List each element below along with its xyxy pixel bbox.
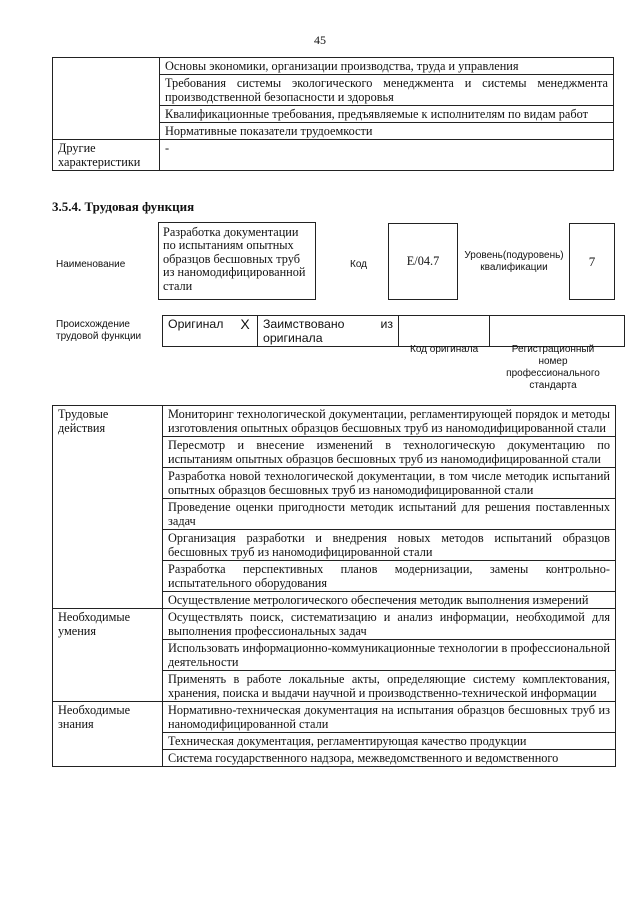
table-row bbox=[53, 609, 616, 640]
table-cell: Разработка перспективных планов модернизации, замены контрольно-испытательного оборудования bbox=[163, 561, 616, 592]
table-row bbox=[163, 316, 625, 347]
code-original-label: Код оригинала bbox=[410, 344, 479, 355]
row-label: Трудовые действия bbox=[53, 406, 163, 609]
details-table bbox=[52, 405, 616, 767]
code-value-box: E/04.7 bbox=[388, 223, 458, 300]
table-cell: Осуществлять поиск, систематизацию и анализ информации, необходимой для выполнения профессиональных задач bbox=[163, 609, 616, 640]
table-cell: Пересмотр и внесение изменений в технологическую документацию по испытаниям опытных образцов бесшовных труб из наномодифицированной стали bbox=[163, 437, 616, 468]
table-cell: Требования системы экологического менеджмента и системы менеджмента производственной безопасности и здоровья bbox=[160, 75, 614, 106]
code-label: Код bbox=[350, 259, 368, 270]
table-cell: Проведение оценки пригодности методик испытаний для решения поставленных задач bbox=[163, 499, 616, 530]
table-cell: - bbox=[160, 140, 614, 171]
row-label bbox=[53, 58, 160, 140]
row-label: Необходимые знания bbox=[53, 702, 163, 767]
reg-number-cell bbox=[490, 316, 625, 347]
table-row bbox=[53, 406, 616, 437]
origin-table bbox=[162, 315, 625, 347]
table-cell: Квалификационные требования, предъявляемые к исполнителям по видам работ bbox=[160, 106, 614, 123]
table-cell: Организация разработки и внедрения новых методов испытаний образцов бесшовных труб из наномодифицированной стали bbox=[163, 530, 616, 561]
level-value-box: 7 bbox=[569, 223, 615, 300]
table-cell: Техническая документация, регламентирующая качество продукции bbox=[163, 733, 616, 750]
row-label: Другие характеристики bbox=[53, 140, 160, 171]
table-cell: Мониторинг технологической документации, регламентирующей порядок и методы изготовления опытных образцов бесшовных труб из наномодифицированной стали bbox=[163, 406, 616, 437]
table-row bbox=[53, 58, 614, 75]
table-cell: Нормативные показатели трудоемкости bbox=[160, 123, 614, 140]
borrowed-cell: Заимствовано из оригинала bbox=[258, 316, 399, 347]
page-number: 45 bbox=[314, 33, 326, 47]
table-cell: Осуществление метрологического обеспечения методик выполнения измерений bbox=[163, 592, 616, 609]
level-label: Уровень(подуровень) квалификации bbox=[464, 250, 564, 273]
section-title: 3.5.4. Трудовая функция bbox=[52, 199, 195, 214]
table-row bbox=[53, 702, 616, 733]
function-name-box: Разработка документации по испытаниям опытных образцов бесшовных труб из наномодифицированной стали bbox=[158, 222, 316, 300]
table-row bbox=[53, 140, 614, 171]
row-label: Необходимые умения bbox=[53, 609, 163, 702]
table-cell: Использовать информационно-коммуникационные технологии в профессиональной деятельности bbox=[163, 640, 616, 671]
origin-label: Происхождение трудовой функции bbox=[56, 319, 142, 342]
table-cell: Основы экономики, организации производства, труда и управления bbox=[160, 58, 614, 75]
table-cell: Разработка новой технологической документации, в том числе методик испытаний опытных образцов бесшовных труб из наномодифицированной стали bbox=[163, 468, 616, 499]
original-cell: Оригинал bbox=[163, 316, 234, 347]
code-original-cell bbox=[399, 316, 490, 347]
original-mark: X bbox=[233, 316, 258, 347]
reg-number-label: Регистрационный номер профессионального стандарта bbox=[506, 344, 600, 391]
top-characteristics-table bbox=[52, 57, 614, 171]
table-cell: Применять в работе локальные акты, определяющие систему комплектования, хранения, поиска и выдачи научной и производственно-технической информации bbox=[163, 671, 616, 702]
name-label: Наименование bbox=[56, 259, 126, 270]
table-cell: Система государственного надзора, межведомственного и ведомственного bbox=[163, 750, 616, 767]
table-cell: Нормативно-техническая документация на испытания образцов бесшовных труб из наномодифицированной стали bbox=[163, 702, 616, 733]
